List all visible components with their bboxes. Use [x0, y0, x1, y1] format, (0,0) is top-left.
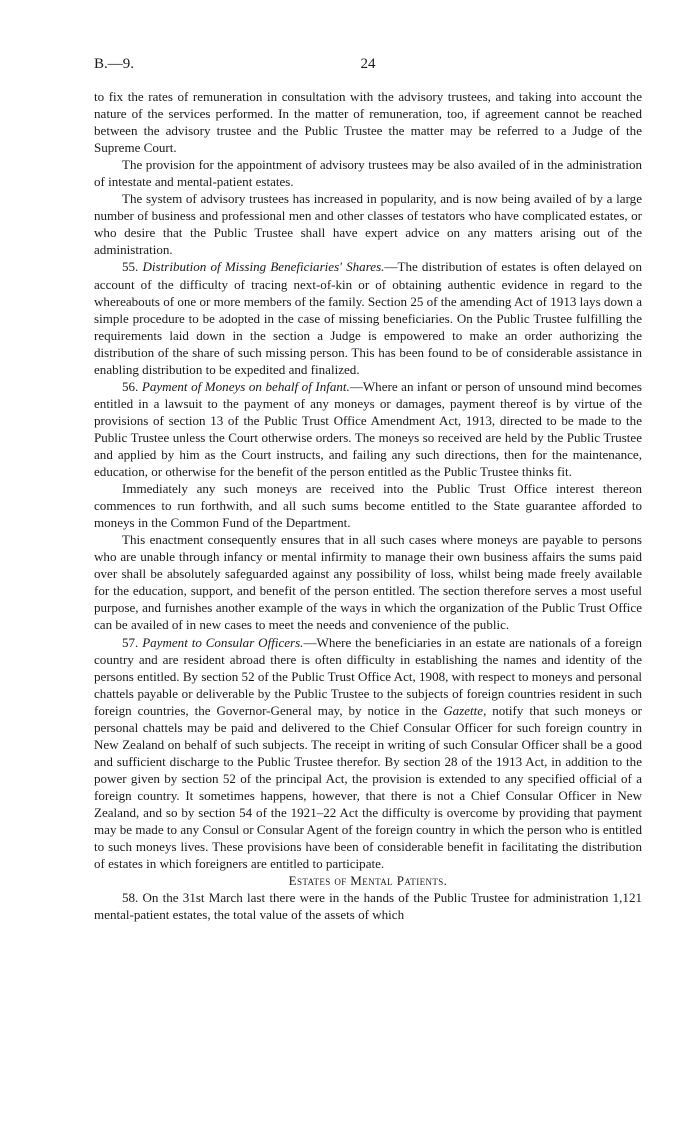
paragraph: to fix the rates of remuneration in consultation with the advisory trustees, and taking into account the nature of the services performed. In the matter of remuneration, too, if agreement cannot be reached between the advisory trustee and the Public Trustee the matter may be referred to a Judge of the Supreme Court.	[94, 89, 642, 156]
gazette-reference: Gazette	[443, 702, 484, 718]
section-title: Payment of Moneys on behalf of Infant.	[141, 378, 350, 394]
section-number: 55.	[122, 259, 139, 275]
paragraph: Immediately any such moneys are received into the Public Trust Office interest thereon commences to run forthwith, and all such sums become entitled to the State guarantee afforded to moneys in the Common Fund of the Department.	[94, 481, 642, 531]
section-text: —Where the beneficiaries in an estate are nationals of a foreign country and are resident abroad there is often difficulty in establishing the names and identity of the persons entitled. By section 52 of the Public Trust Office Act, 1908, with respect to moneys and personal chattels payable or deliverable by the Public Trustee to the subjects of foreign countries resident in such foreign countries, the Governor-General may, by notice in the	[94, 634, 643, 718]
paragraph-56	[94, 378, 642, 480]
page-body	[94, 88, 642, 923]
paragraph: The system of advisory trustees has increased in popularity, and is now being availed of by a large number of business and professional men and other classes of testators who have complicated estates, or who desire that the Public Trustee shall have expert advice on any matters arising out of the administration.	[94, 191, 642, 258]
document-code: B.—9.	[94, 56, 135, 72]
page-number: 24	[360, 56, 376, 72]
page-header	[94, 56, 642, 76]
section-number: 56.	[122, 378, 139, 394]
section-text: —Where an infant or person of unsound mind becomes entitled in a lawsuit to the payment of any moneys or damages, payment thereof is by virtue of the provisions of section 13 of the Public Trust Office Amendment Act, 1913, directed to be made to the Public Trustee unless the Court otherwise orders. The moneys so received are held by the Public Trustee and applied by him as the Court instructs, and failing any such directions, then for the maintenance, education, or otherwise for the benefit of the person entitled as the Public Trustee thinks fit.	[94, 378, 643, 480]
section-title: Distribution of Missing Beneficiaries' Shares.	[142, 259, 385, 275]
section-text: —The distribution of estates is often delayed on account of the difficulty of tracing next-of-kin or of obtaining authentic evidence in regard to the whereabouts of one or more members of the family. Section 25 of the amending Act of 1913 lays down a simple procedure to be adopted in the case of missing beneficiaries. On the Public Trustee fulfilling the requirements laid down in the section a Judge is empowered to make an order authorizing the distribution of the share of such missing person. This has been found to be of considerable assistance in enabling distribution to be expedited and finalized.	[94, 259, 642, 377]
section-heading: Estates of Mental Patients.	[288, 873, 448, 889]
paragraph-55	[94, 258, 642, 377]
paragraph-58: 58. On the 31st March last there were in the hands of the Public Trustee for administration 1,121 mental-patient estates, the total value of the assets of which	[94, 890, 642, 923]
section-number: 57.	[122, 634, 139, 650]
section-text-continued: , notify that such moneys or personal chattels may be paid and delivered to the Chief Consular Officer for such foreign country in New Zealand on behalf of such subjects. The receipt in writing of such Consular Officer shall be a good and sufficient discharge to the Public Trustee therefor. By section 28 of the 1913 Act, in addition to the power given by section 52 of the principal Act, the provision is extended to any specified official of a foreign country. It sometimes happens, however, that there is not a Chief Consular Officer in New Zealand, and so by section 54 of the 1921–22 Act the difficulty is overcome by providing that payment may be made to any Consul or Consular Agent of the foreign country in which the person who is entitled to such moneys lives. These provisions have been of considerable benefit in facilitating the distribution of estates in which foreigners are entitled to participate.	[94, 702, 643, 872]
paragraph: This enactment consequently ensures that in all such cases where moneys are payable to persons who are unable through infancy or mental infirmity to manage their own business affairs the sums paid over shall be absolutely safeguarded against any possibility of loss, whilst being made freely available for the education, support, and benefit of the person entitled. The section therefore serves a most useful purpose, and furnishes another example of the ways in which the organization of the Public Trust Office can be availed of in new cases to meet the needs and convenience of the public.	[94, 532, 642, 633]
section-title: Payment to Consular Officers.	[142, 634, 304, 650]
paragraph-57	[94, 634, 642, 873]
paragraph: The provision for the appointment of advisory trustees may be also availed of in the administration of intestate and mental-patient estates.	[94, 157, 642, 190]
